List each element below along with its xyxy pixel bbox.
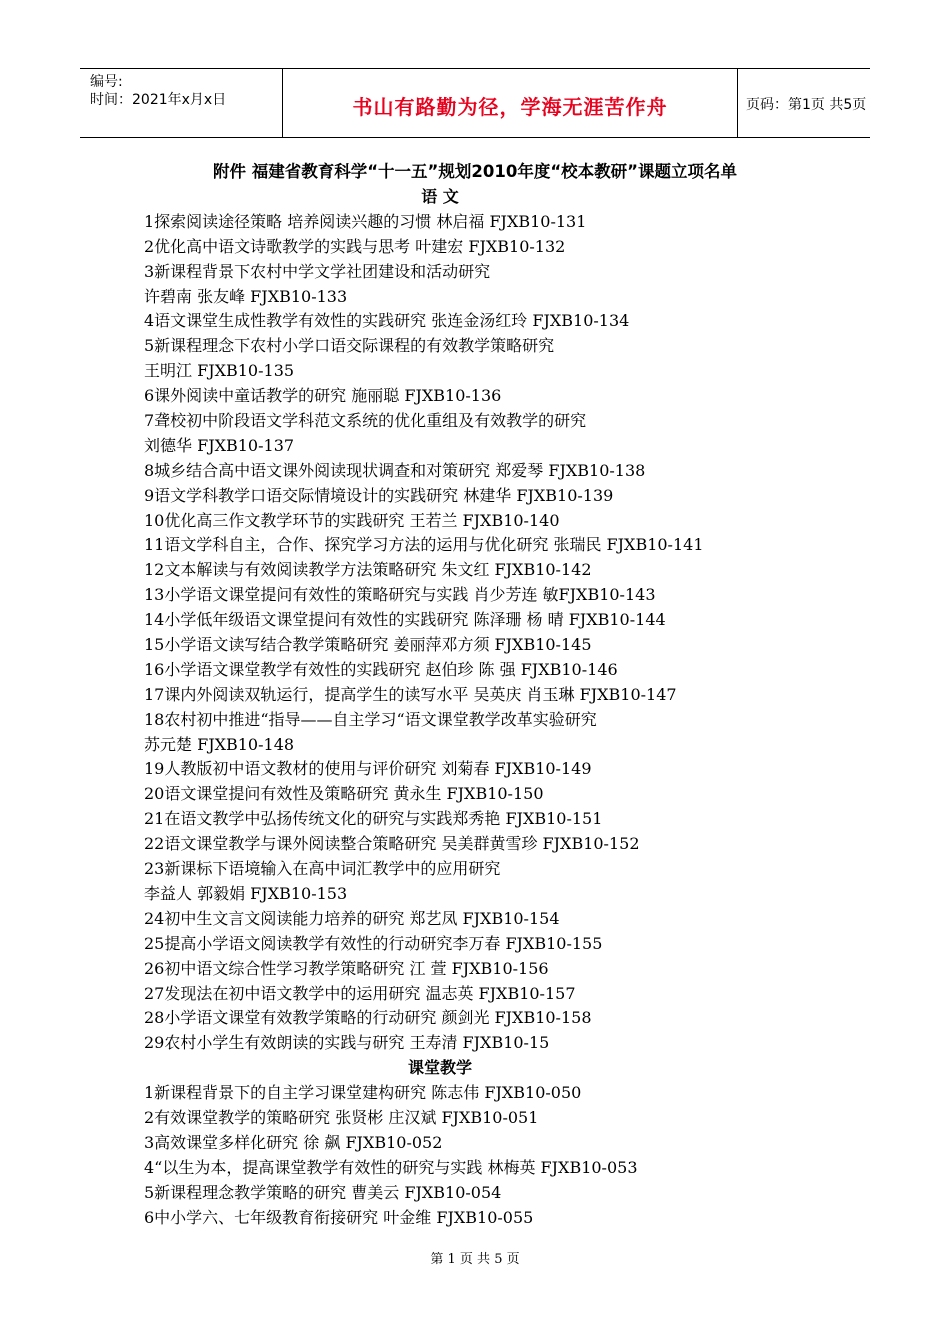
list-item: 27发现法在初中语文教学中的运用研究 温志英 FJXB10-157 bbox=[144, 983, 576, 1003]
list-item: 17课内外阅读双轨运行，提高学生的读写水平 吴英庆 肖玉琳 FJXB10-147 bbox=[144, 684, 677, 704]
list-item: 李益人 郭毅娟 FJXB10-153 bbox=[144, 883, 348, 903]
page-footer: 第 1 页 共 5 页 bbox=[430, 1252, 520, 1267]
list-item: 15小学语文读写结合教学策略研究 姜丽萍邓方须 FJXB10-145 bbox=[144, 635, 592, 655]
list-item: 22语文课堂教学与课外阅读整合策略研究 吴美群黄雪珍 FJXB10-152 bbox=[144, 834, 640, 854]
list-item: 3高效课堂多样化研究 徐 飙 FJXB10-052 bbox=[144, 1132, 443, 1152]
list-item: 9语文学科教学口语交际情境设计的实践研究 林建华 FJXB10-139 bbox=[144, 485, 614, 505]
number-label: 编号: bbox=[90, 74, 123, 90]
project-list bbox=[144, 185, 844, 1230]
list-item: 8城乡结合高中语文课外阅读现状调查和对策研究 郑爱琴 FJXB10-138 bbox=[144, 460, 646, 480]
list-item: 11语文学科自主，合作、探究学习方法的运用与优化研究 张瑞民 FJXB10-141 bbox=[144, 535, 704, 555]
list-item: 刘德华 FJXB10-137 bbox=[144, 435, 295, 455]
list-item: 6中小学六、七年级教育衔接研究 叶金维 FJXB10-055 bbox=[144, 1207, 534, 1227]
list-item: 1探索阅读途径策略 培养阅读兴趣的习惯 林启福 FJXB10-131 bbox=[144, 211, 587, 231]
time-label: 时间：2021年x月x日 bbox=[90, 92, 227, 108]
page-info: 页码：第1页 共5页 bbox=[746, 97, 867, 113]
list-item: 25提高小学语文阅读教学有效性的行动研究李万春 FJXB10-155 bbox=[144, 933, 603, 953]
list-item: 21在语文教学中弘扬传统文化的研究与实践郑秀艳 FJXB10-151 bbox=[144, 809, 603, 829]
page-header bbox=[80, 68, 870, 138]
list-item: 16小学语文课堂教学有效性的实践研究 赵伯珍 陈 强 FJXB10-146 bbox=[144, 659, 618, 679]
document-title: 附件 福建省教育科学“十一五”规划2010年度“校本教研”课题立项名单 bbox=[212, 162, 738, 181]
list-item: 20语文课堂提问有效性及策略研究 黄永生 FJXB10-150 bbox=[144, 784, 544, 804]
list-item: 4语文课堂生成性教学有效性的实践研究 张连金汤红玲 FJXB10-134 bbox=[144, 311, 630, 331]
list-item: 28小学语文课堂有效教学策略的行动研究 颜剑光 FJXB10-158 bbox=[144, 1008, 592, 1028]
list-item: 苏元楚 FJXB10-148 bbox=[144, 734, 295, 754]
header-meta bbox=[80, 69, 282, 137]
list-item: 10优化高三作文教学环节的实践研究 王若兰 FJXB10-140 bbox=[144, 510, 560, 530]
list-item: 许碧南 张友峰 FJXB10-133 bbox=[144, 286, 348, 306]
list-item: 23新课标下语境输入在高中词汇教学中的应用研究 bbox=[144, 859, 501, 879]
list-item: 7聋校初中阶段语文学科范文系统的优化重组及有效教学的研究 bbox=[144, 411, 587, 431]
list-item: 4“以生为本，提高课堂教学有效性的研究与实践 林梅英 FJXB10-053 bbox=[144, 1157, 638, 1177]
motto-text: 书山有路勤为径，学海无涯苦作舟 bbox=[352, 95, 668, 119]
list-item: 18农村初中推进“指导——自主学习“语文课堂教学改革实验研究 bbox=[144, 709, 597, 729]
list-item: 13小学语文课堂提问有效性的策略研究与实践 肖少芳连 敏FJXB10-143 bbox=[144, 585, 656, 605]
list-item: 1新课程背景下的自主学习课堂建构研究 陈志伟 FJXB10-050 bbox=[144, 1083, 582, 1103]
list-item: 5新课程理念下农村小学口语交际课程的有效教学策略研究 bbox=[144, 336, 555, 356]
list-item: 14小学低年级语文课堂提问有效性的实践研究 陈泽珊 杨 晴 FJXB10-144 bbox=[144, 610, 666, 630]
list-item: 24初中生文言文阅读能力培养的研究 郑艺凤 FJXB10-154 bbox=[144, 908, 560, 928]
list-item: 2有效课堂教学的策略研究 张贤彬 庄汉斌 FJXB10-051 bbox=[144, 1107, 539, 1127]
list-item: 12文本解读与有效阅读教学方法策略研究 朱文红 FJXB10-142 bbox=[144, 560, 592, 580]
list-item: 王明江 FJXB10-135 bbox=[144, 361, 295, 381]
section-heading: 课堂教学 bbox=[407, 1058, 472, 1078]
list-item: 29农村小学生有效朗读的实践与研究 王寿清 FJXB10-15 bbox=[144, 1033, 550, 1053]
list-item: 19人教版初中语文教材的使用与评价研究 刘菊春 FJXB10-149 bbox=[144, 759, 592, 779]
header-motto-cell bbox=[282, 69, 738, 137]
list-item: 5新课程理念教学策略的研究 曹美云 FJXB10-054 bbox=[144, 1182, 502, 1202]
list-item: 6课外阅读中童话教学的研究 施丽聪 FJXB10-136 bbox=[144, 386, 502, 406]
section-heading: 语 文 bbox=[421, 187, 459, 206]
list-item: 3新课程背景下农村中学文学社团建设和活动研究 bbox=[144, 261, 491, 281]
list-item: 26初中语文综合性学习教学策略研究 江 萱 FJXB10-156 bbox=[144, 958, 549, 978]
list-item: 2优化高中语文诗歌教学的实践与思考 叶建宏 FJXB10-132 bbox=[144, 236, 566, 256]
